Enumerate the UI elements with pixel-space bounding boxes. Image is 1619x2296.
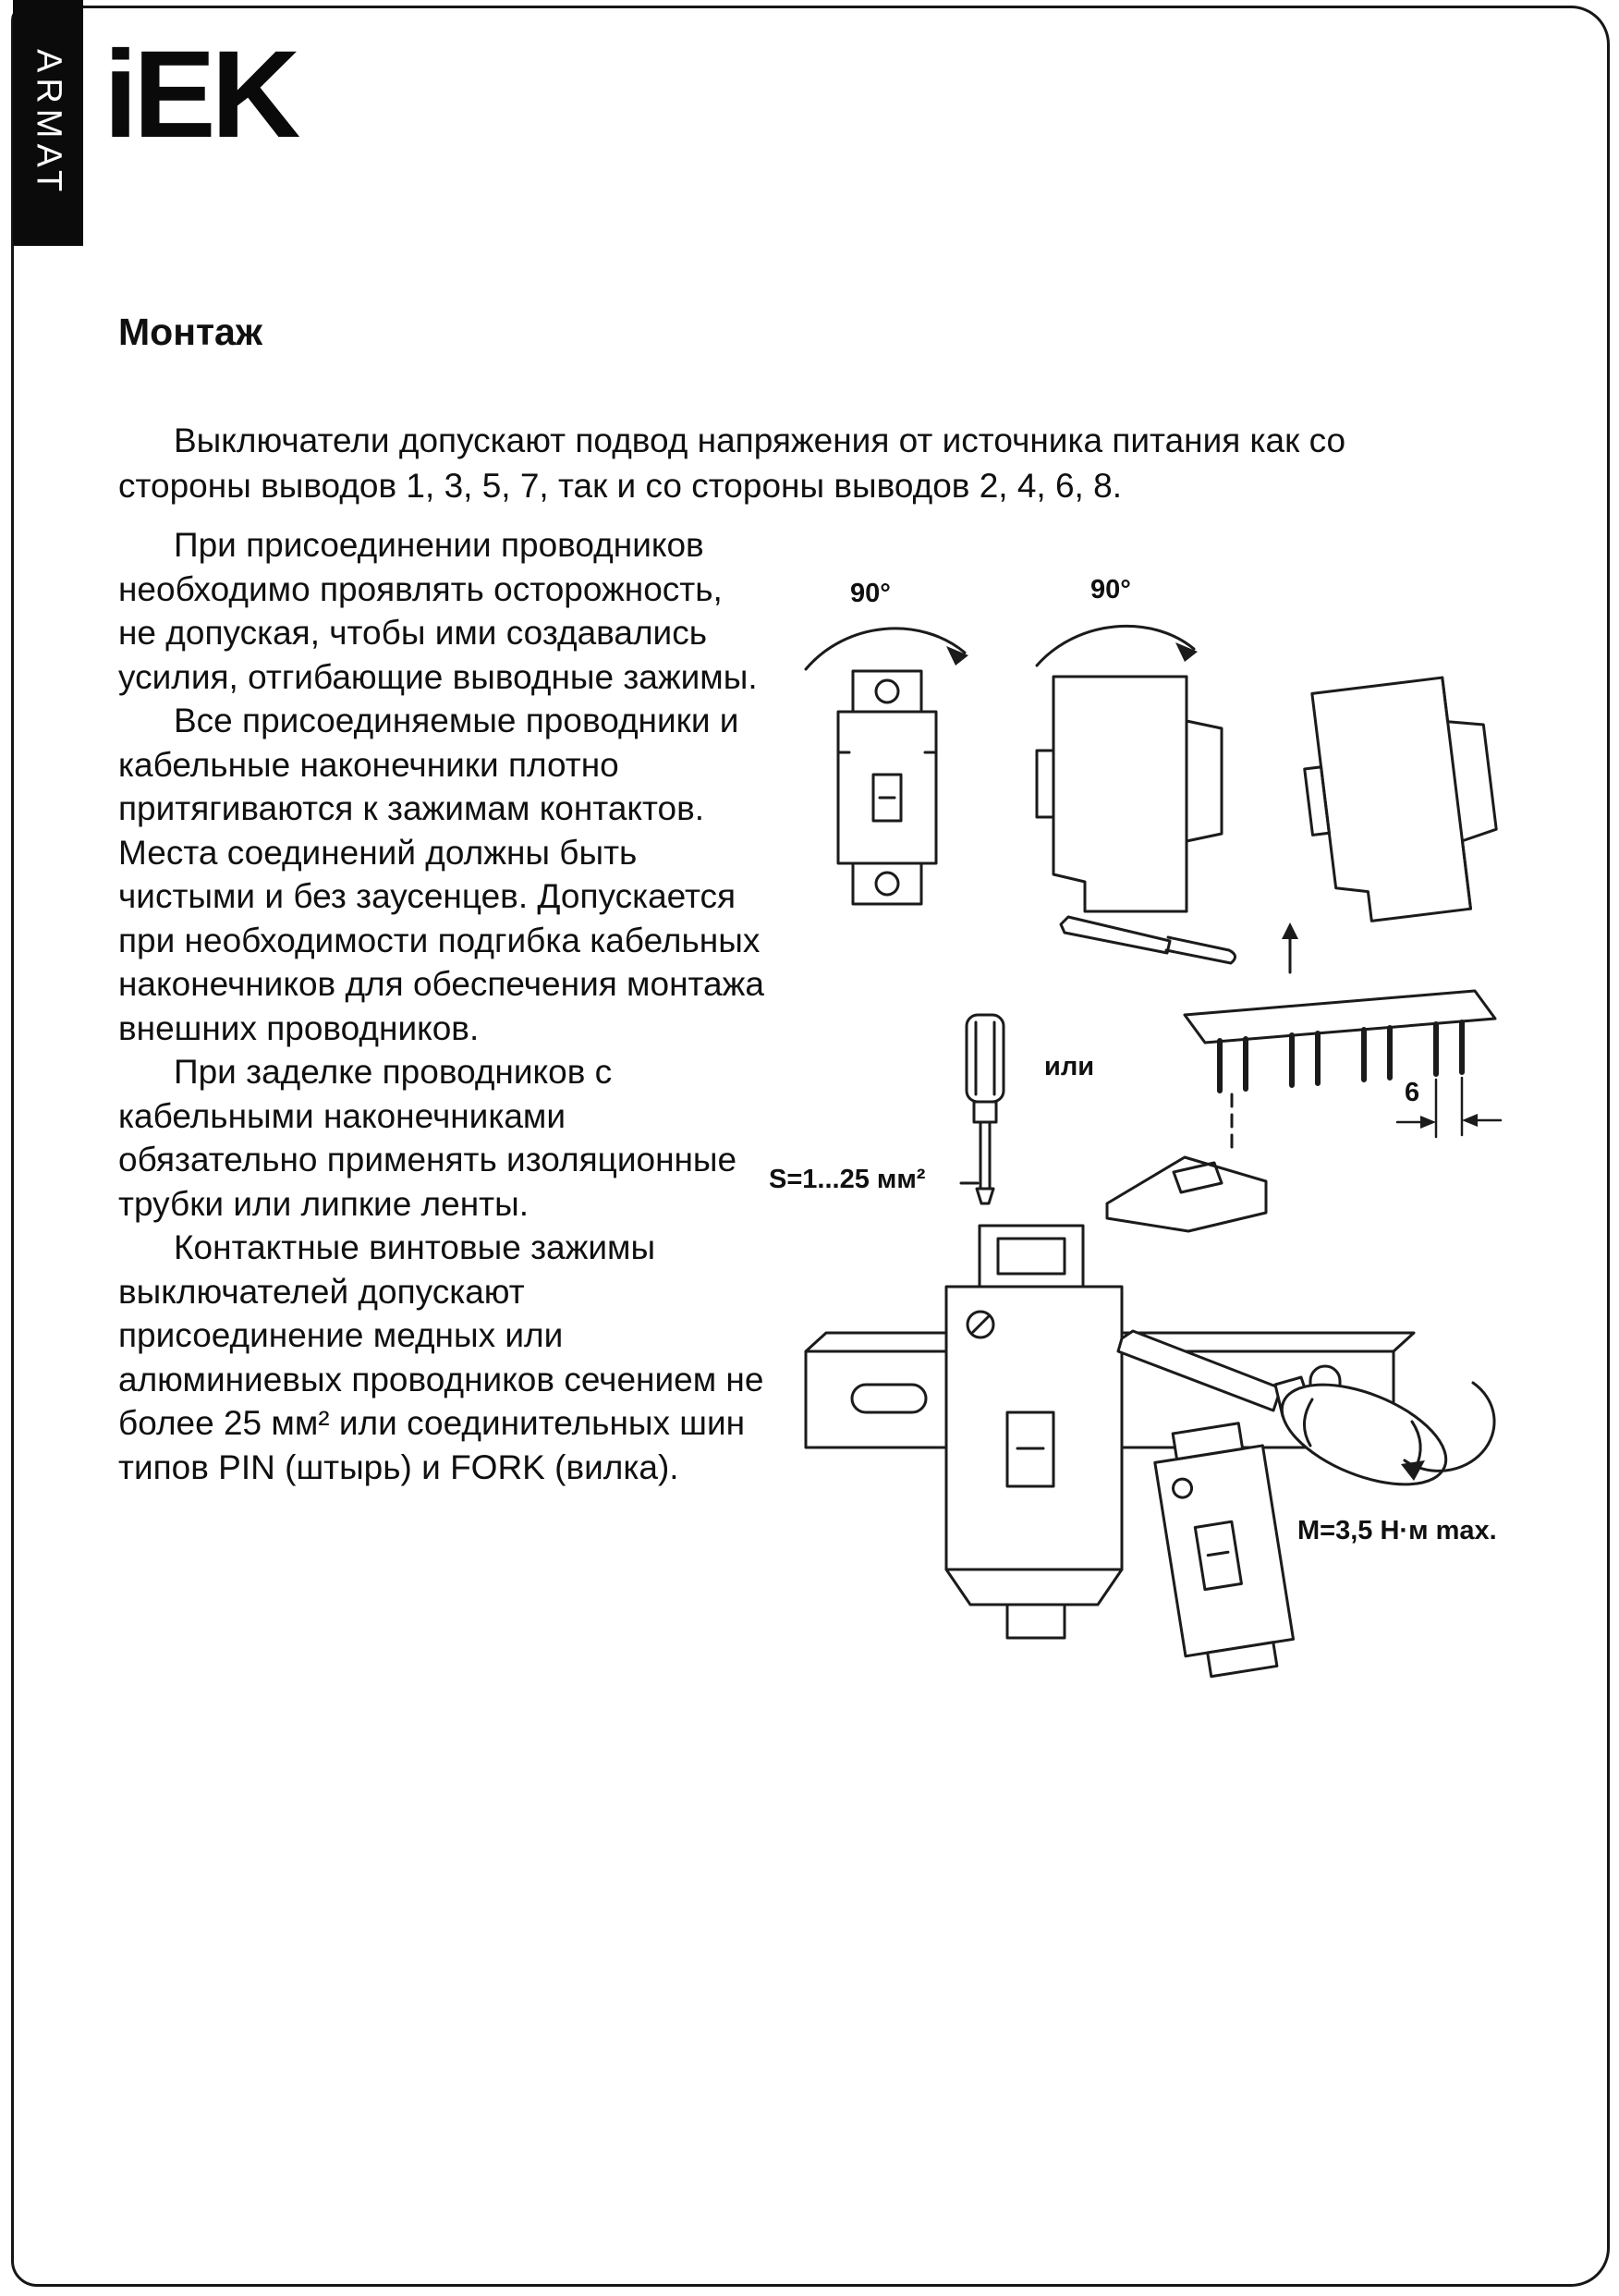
intro-paragraph: Выключатели допускают подвод напряжения от источника питания как со стороны выводов 1, 3, 5, 7, так и со стороны выводов 2, 4, 6, 8. (118, 421, 1346, 505)
paragraph-lugs-insulation: При заделке проводников с кабельными наконечниками обязательно применять изоляционные трубки или липкие ленты. (118, 1053, 737, 1223)
mounted-breaker-drawing (946, 1226, 1122, 1638)
pin-pitch-label: 6 (1405, 1078, 1420, 1107)
breaker-front-drawing (838, 671, 936, 904)
rotation-angle-label-right: 90° (1090, 575, 1131, 605)
body-text-column (118, 523, 765, 1489)
rotation-arrow-left (806, 629, 968, 669)
section-title: Монтаж (118, 311, 262, 353)
breaker-tilted-drawing (1296, 673, 1505, 926)
series-label: ARMAT (29, 48, 68, 198)
paragraph-connection-care: При присоединении проводников необходимо проявлять осторожность, не допуская, чтобы ими создавались усилия, отгибающие выводные зажимы. (118, 526, 758, 696)
screwdriver-drawing (967, 1015, 1004, 1203)
insert-direction-arrow (1282, 922, 1298, 972)
breaker-side-rail-drawing (1037, 677, 1236, 963)
figures-drawing (765, 555, 1601, 1756)
spare-breaker-drawing (1150, 1420, 1296, 1679)
paragraph-terminal-capacity: Контактные винтовые зажимы выключателей допускают присоединение медных или алюминиевых проводников сечением не более 25 мм² или соединительных шин типов PIN (штырь) и FORK (вилка). (118, 1228, 764, 1486)
iek-logo: iEK (103, 26, 297, 164)
wire-section-label: S=1...25 мм² (769, 1165, 926, 1194)
paragraph-tightening: Все присоединяемые проводники и кабельные наконечники плотно притягиваются к зажимам контактов. Места соединений должны быть чистыми и без заусенцев. Допускается при необходимости подгибка кабельных наконечников для обеспечения монтажа внешних проводников. (118, 702, 764, 1047)
fork-terminal-drawing (1107, 1157, 1266, 1231)
or-label: или (1044, 1052, 1095, 1081)
brand-sidebar (13, 0, 83, 246)
installation-figures (765, 555, 1601, 1756)
rotation-arrow-right (1037, 626, 1198, 666)
rotation-angle-label-left: 90° (850, 579, 891, 608)
pin-busbar-drawing (1185, 991, 1495, 1091)
torque-label: М=3,5 Н·м max. (1297, 1516, 1497, 1545)
